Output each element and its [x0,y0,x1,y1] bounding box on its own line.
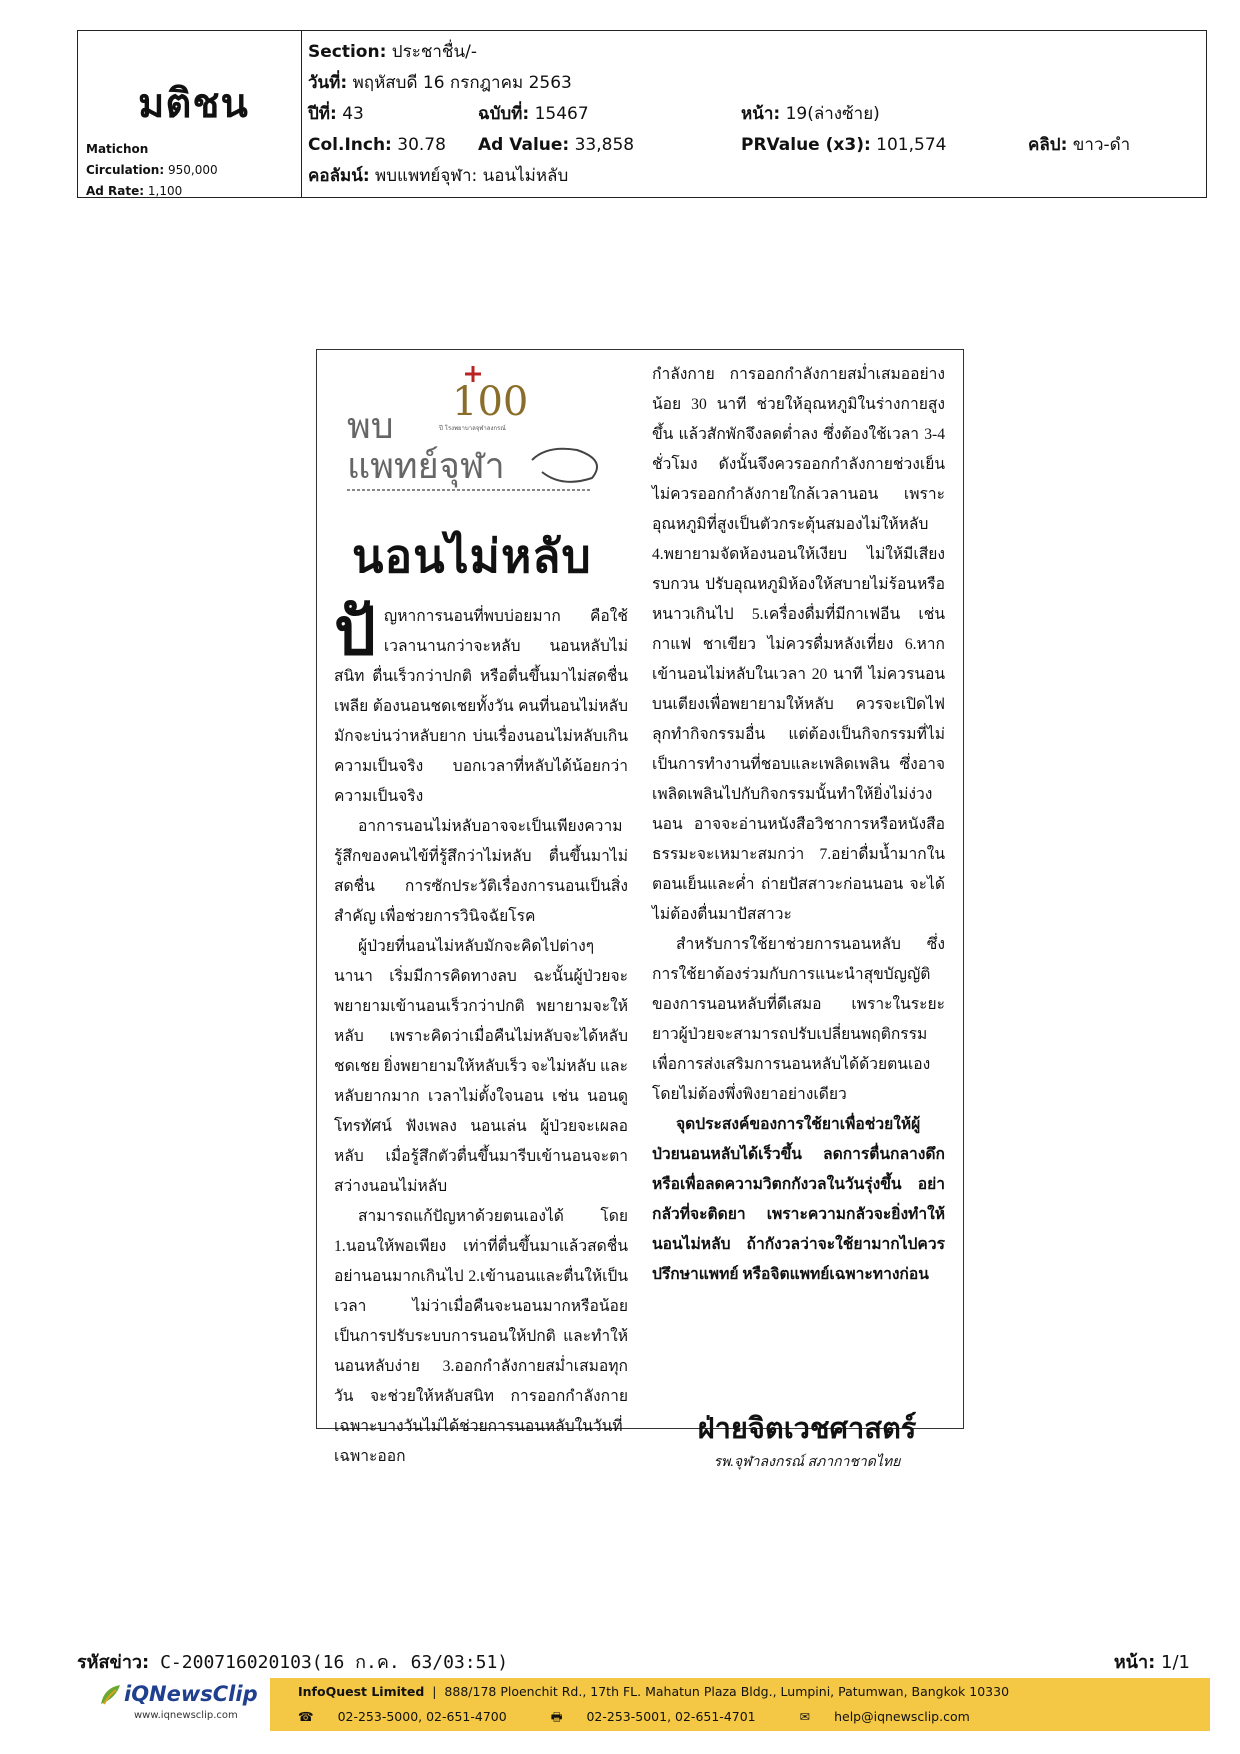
footer-page-value: 1/1 [1161,1652,1190,1673]
article-title: นอนไม่หลับ [352,529,592,583]
advalue-label: Ad Value: [478,135,570,155]
email-item[interactable] [800,1709,990,1724]
colinch-value: 30.78 [397,135,446,155]
author-affiliation: รพ.จุฬาลงกรณ์ สภากาชาดไทย [713,1455,901,1470]
paragraph-7: จุดประสงค์ของการใช้ยาเพื่อช่วยให้ผู้ป่วยนอนหลับได้เร็วขึ้น ลดการตื่นกลางดึก หรือเพื่อลดความวิตกกังวลในวันรุ่งขึ้น อย่ากลัวที่จะติดยา เพราะความกลัวจะยิ่งทำให้นอนไม่หลับ ถ้ากังวลว่าจะใช้ยามากไปควรปรึกษาแพทย์ หรือจิตแพทย์เฉพาะทางก่อน [652,1116,945,1283]
prvalue-label: PRValue (x3): [741,135,871,155]
clip-header [77,30,1207,198]
company-line: InfoQuest Limited | 888/178 Ploenchit Rd., 17th FL. Mahatun Plaza Bldg., Lumpini, Patumwan, Bangkok 10330 [298,1684,1010,1699]
author-name: ฝ่ายจิตเวชศาสตร์ [697,1411,917,1445]
header-word-doctor: แพทย์จุฬา [347,446,505,487]
issue-label: ฉบับที่: [478,104,530,124]
publication-logo: มติชน [138,81,249,127]
fax-icon: 🖶 [550,1709,563,1724]
article-column-right [652,360,945,1290]
date-value: พฤหัสบดี 16 กรกฎาคม 2563 [352,73,572,93]
footer-page-number [1114,1647,1190,1676]
clip-label: คลิป: [1028,135,1068,155]
chula-100-emblem-icon [347,360,627,510]
iq-leaf-icon [98,1682,124,1708]
phone-item [298,1709,527,1724]
paragraph-6: สำหรับการใช้ยาช่วยการนอนหลับ ซึ่งการใช้ยาต้องร่วมกับการแนะนำสุขบัญญัติของการนอนหลับที่ดีเสมอ เพราะในระยะยาวผู้ป่วยจะสามารถปรับเปลี่ยนพฤติกรรมเพื่อการส่งเสริมการนอนหลับได้ด้วยตนเอง โดยไม่ต้องพึ่งพิงยาอย่างเดียว [652,936,945,1103]
fax-numbers: 02-253-5001, 02-651-4701 [586,1709,756,1724]
section-row [308,37,1198,68]
publication-meta [86,139,218,202]
year-value: 43 [342,104,364,124]
iq-logo-url: www.iqnewsclip.com [134,1710,238,1721]
drop-cap: ปั [334,596,376,669]
date-label: วันที่: [308,73,348,93]
prvalue-value: 101,574 [876,135,947,155]
colinch-label: Col.Inch: [308,135,392,155]
publication-panel [78,31,302,197]
page-label: หน้า: [741,104,781,124]
emblem-caption: ปี โรงพยาบาลจุฬาลงกรณ์ [439,425,506,432]
footer-page-label: หน้า: [1113,1652,1156,1673]
clip-value: ขาว-ดำ [1072,135,1131,155]
article-byline [677,1405,937,1473]
column-value: พบแพทย์จุฬา: นอนไม่หลับ [375,166,569,186]
paragraph-1 [334,596,628,812]
company-name: InfoQuest Limited [298,1684,425,1699]
value-row [308,130,1198,161]
column-label: คอลัมน์: [308,166,370,186]
fax-item [551,1708,776,1729]
news-code-value: C-200716020103(16 ก.ค. 63/03:51) [160,1652,509,1673]
issue-row [308,99,1198,130]
publication-name-en: Matichon [86,142,149,156]
column-header-logo [347,360,627,510]
date-row [308,68,1198,99]
paragraph-4: สามารถแก้ปัญหาด้วยตนเองได้ โดย 1.นอนให้พอเพียง เท่าที่ตื่นขึ้นมาแล้วสดชื่น อย่านอนมากเกินไป 2.เข้านอนและตื่นให้เป็นเวลา ไม่ว่าเมื่อคืนจะนอนมากหรือน้อย เป็นการปรับระบบการนอนให้ปกติ และทำให้นอนหลับง่าย 3.ออกกำลังกายสม่ำเสมอทุกวัน จะช่วยให้หลับสนิท การออกกำลังกายเฉพาะบางวันไม่ได้ช่วยการนอนหลับในวันที่เฉพาะออก [334,1208,628,1465]
clip-info-panel [308,37,1198,192]
paragraph-1-text: ญหาการนอนที่พบบ่อยมาก คือใช้เวลานานกว่าจะหลับ นอนหลับไม่สนิท ตื่นเร็วกว่าปกติ หรือตื่นขึ้นมาไม่สดชื่น เพลีย ต้องนอนชดเชยทั้งวัน คนที่นอนไม่หลับมักจะบ่นว่าหลับยาก บ่นเรื่องนอนไม่หลับเกินความเป็นจริง บอกเวลาที่หลับได้น้อยกว่าความเป็นจริง [334,608,628,805]
phone-numbers: 02-253-5000, 02-651-4700 [337,1709,507,1724]
paragraph-3: ผู้ป่วยที่นอนไม่หลับมักจะคิดไปต่างๆ นานา เริ่มมีการคิดทางลบ ฉะนั้นผู้ป่วยจะพยายามเข้านอนเร็วกว่าปกติ พยายามจะให้หลับ เพราะคิดว่าเมื่อคืนไม่หลับจะได้หลับชดเชย ยิ่งพยายามให้หลับเร็ว จะไม่หลับ และหลับยากมาก เวลาไม่ตั้งใจนอน เช่น นอนดูโทรทัศน์ ฟังเพลง นอนเล่น ผู้ป่วยจะเผลอหลับ เมื่อรู้สึกตัวตื่นขึ้นมารีบเข้านอนจะตาสว่างนอนไม่หลับ [334,938,628,1195]
paragraph-2: อาการนอนไม่หลับอาจจะเป็นเพียงความรู้สึกของคนไข้ที่รู้สึกว่าไม่หลับ ตื่นขึ้นมาไม่สดชื่น การซักประวัติเรื่องการนอนเป็นสิ่งสำคัญ เพื่อช่วยการวินิจฉัยโรค [334,818,628,925]
page-value: 19(ล่างซ้าย) [785,104,880,124]
header-word-phob: พบ [347,406,394,447]
year-label: ปีที่: [308,104,337,124]
news-code-label: รหัสข่าว: [77,1652,150,1673]
stethoscope-icon [532,449,597,482]
issue-value: 15467 [534,104,589,124]
iq-logo-text: iQNewsClip [124,1682,258,1706]
contact-line [298,1708,1010,1729]
section-value: ประชาชื่น/- [391,42,477,62]
article-clipping [316,349,964,1470]
ad-rate-label: Ad Rate: [86,184,145,198]
iqnewsclip-logo [98,1682,258,1732]
article-column-left [334,596,628,1472]
company-address: 888/178 Ploenchit Rd., 17th FL. Mahatun Plaza Bldg., Lumpini, Patumwan, Bangkok 10330 [444,1684,1010,1699]
column-row [308,161,1198,192]
circulation-label: Circulation: [86,163,165,177]
contact-bar [270,1678,1210,1731]
ad-rate-value: 1,100 [147,184,183,198]
advalue-value: 33,858 [574,135,635,155]
email-address[interactable]: help@iqnewsclip.com [834,1709,970,1724]
circulation-value: 950,000 [167,163,218,177]
paragraph-5: กำลังกาย การออกกำลังกายสม่ำเสมออย่างน้อย 30 นาที ช่วยให้อุณหภูมิในร่างกายสูงขึ้น แล้วสักพักจึงลดต่ำลง ซึ่งต้องใช้เวลา 3-4 ชั่วโมง ดังนั้นจึงควรออกกำลังกายช่วงเย็น ไม่ควรออกกำลังกายใกล้เวลานอน เพราะอุณหภูมิที่สูงเป็นตัวกระตุ้นสมองไม่ให้หลับ 4.พยายามจัดห้องนอนให้เงียบ ไม่ให้มีเสียงรบกวน ปรับอุณหภูมิห้องให้สบายไม่ร้อนหรือหนาวเกินไป 5.เครื่องดื่มที่มีกาเฟอีน เช่น กาแฟ ชาเขียว ไม่ควรดื่มหลังเที่ยง 6.หากเข้านอนไม่หลับในเวลา 20 นาที ไม่ควรนอนบนเตียงเพื่อพยายามให้หลับ ควรจะเปิดไฟลุกทำกิจกรรมอื่น แต่ต้องเป็นกิจกรรมที่ไม่เป็นการทำงานที่ชอบและเพลิดเพลิน ซึ่งอาจเพลิดเพลินไปกับกิจกรรมนั้นทำให้ยิ่งไม่ง่วงนอน อาจจะอ่านหนังสือวิชาการหรือหนังสือธรรมะจะเหมาะสมกว่า 7.อย่าดื่มน้ำมากในตอนเย็นและค่ำ ถ่ายปัสสาวะก่อนนอน จะได้ไม่ต้องตื่นมาปัสสาวะ [652,366,945,923]
news-code [77,1647,508,1676]
section-label: Section: [308,42,387,62]
emblem-number: 100 [452,379,529,425]
phone-icon: ☎ [298,1709,314,1724]
email-icon: ✉ [799,1709,811,1724]
